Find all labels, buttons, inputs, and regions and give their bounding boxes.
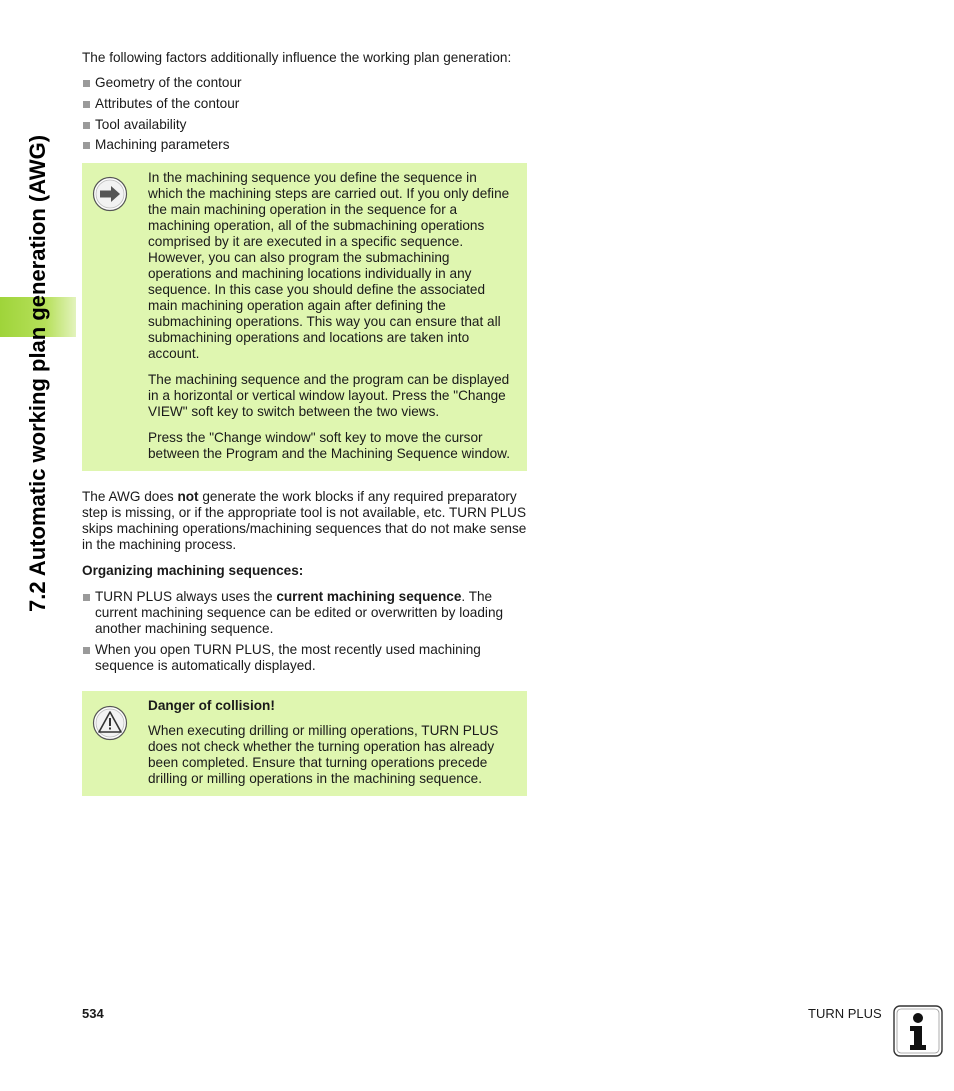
chapter-title: 7.2 Automatic working plan generation (AWG) [25,134,50,612]
warning-box [82,691,527,796]
note-paragraph: Press the "Change window" soft key to move the cursor between the Program and the Machining Sequence window. [148,430,510,462]
bullet-square-icon [83,101,90,108]
list-item: Attributes of the contour [82,96,527,112]
main-content [82,50,527,796]
note-paragraph: In the machining sequence you define the sequence in which the machining steps are carried out. If you only define the main machining operation in the sequence for a machining operation, all of the submachining operations comprised by it are executed in a specific sequence. However, you can also program the submachining operations and machining locations individually in any sequence. In this case you should define the associated main machining operation again after defining the submachining operations. This way you can ensure that all submachining operations and locations are taken into account. [148,170,510,362]
intro-paragraph: The following factors additionally influence the working plan generation: [82,50,512,65]
bullet-square-icon [83,647,90,654]
list-item: Machining parameters [82,137,527,153]
list-item: TURN PLUS always uses the current machining sequence. The current machining sequence can be edited or overwritten by loading another machining sequence. [82,589,527,637]
section-heading: Organizing machining sequences: [82,563,304,579]
list-item: Tool availability [82,117,527,133]
warning-text: When executing drilling or milling operations, TURN PLUS does not check whether the turning operation has already been completed. Ensure that turning operations precede drilling or milling operations in the machining sequence. [148,723,499,787]
list-item: When you open TURN PLUS, the most recently used machining sequence is automatically displayed. [82,642,527,674]
warning-heading: Danger of collision! [148,698,275,714]
footer-section-name: TURN PLUS [808,1006,882,1021]
info-icon [893,1005,943,1057]
factor-list [82,75,527,153]
warning-triangle-icon [92,705,128,741]
organizing-list [82,589,527,674]
awg-paragraph: The AWG does not generate the work blocks if any required preparatory step is missing, or if the appropriate tool is not available, etc. TURN PLUS skips machining operations/machining sequences that do not make sense in the machining process. [82,489,527,553]
bullet-square-icon [83,142,90,149]
bullet-square-icon [83,80,90,87]
page-number: 534 [82,1006,104,1021]
note-box [82,163,527,471]
list-item: Geometry of the contour [82,75,527,91]
bullet-square-icon [83,594,90,601]
arrow-right-icon [92,176,128,212]
note-paragraph: The machining sequence and the program can be displayed in a horizontal or vertical window layout. Press the "Change VIEW" soft key to switch between the two views. [148,372,510,420]
bullet-square-icon [83,122,90,129]
